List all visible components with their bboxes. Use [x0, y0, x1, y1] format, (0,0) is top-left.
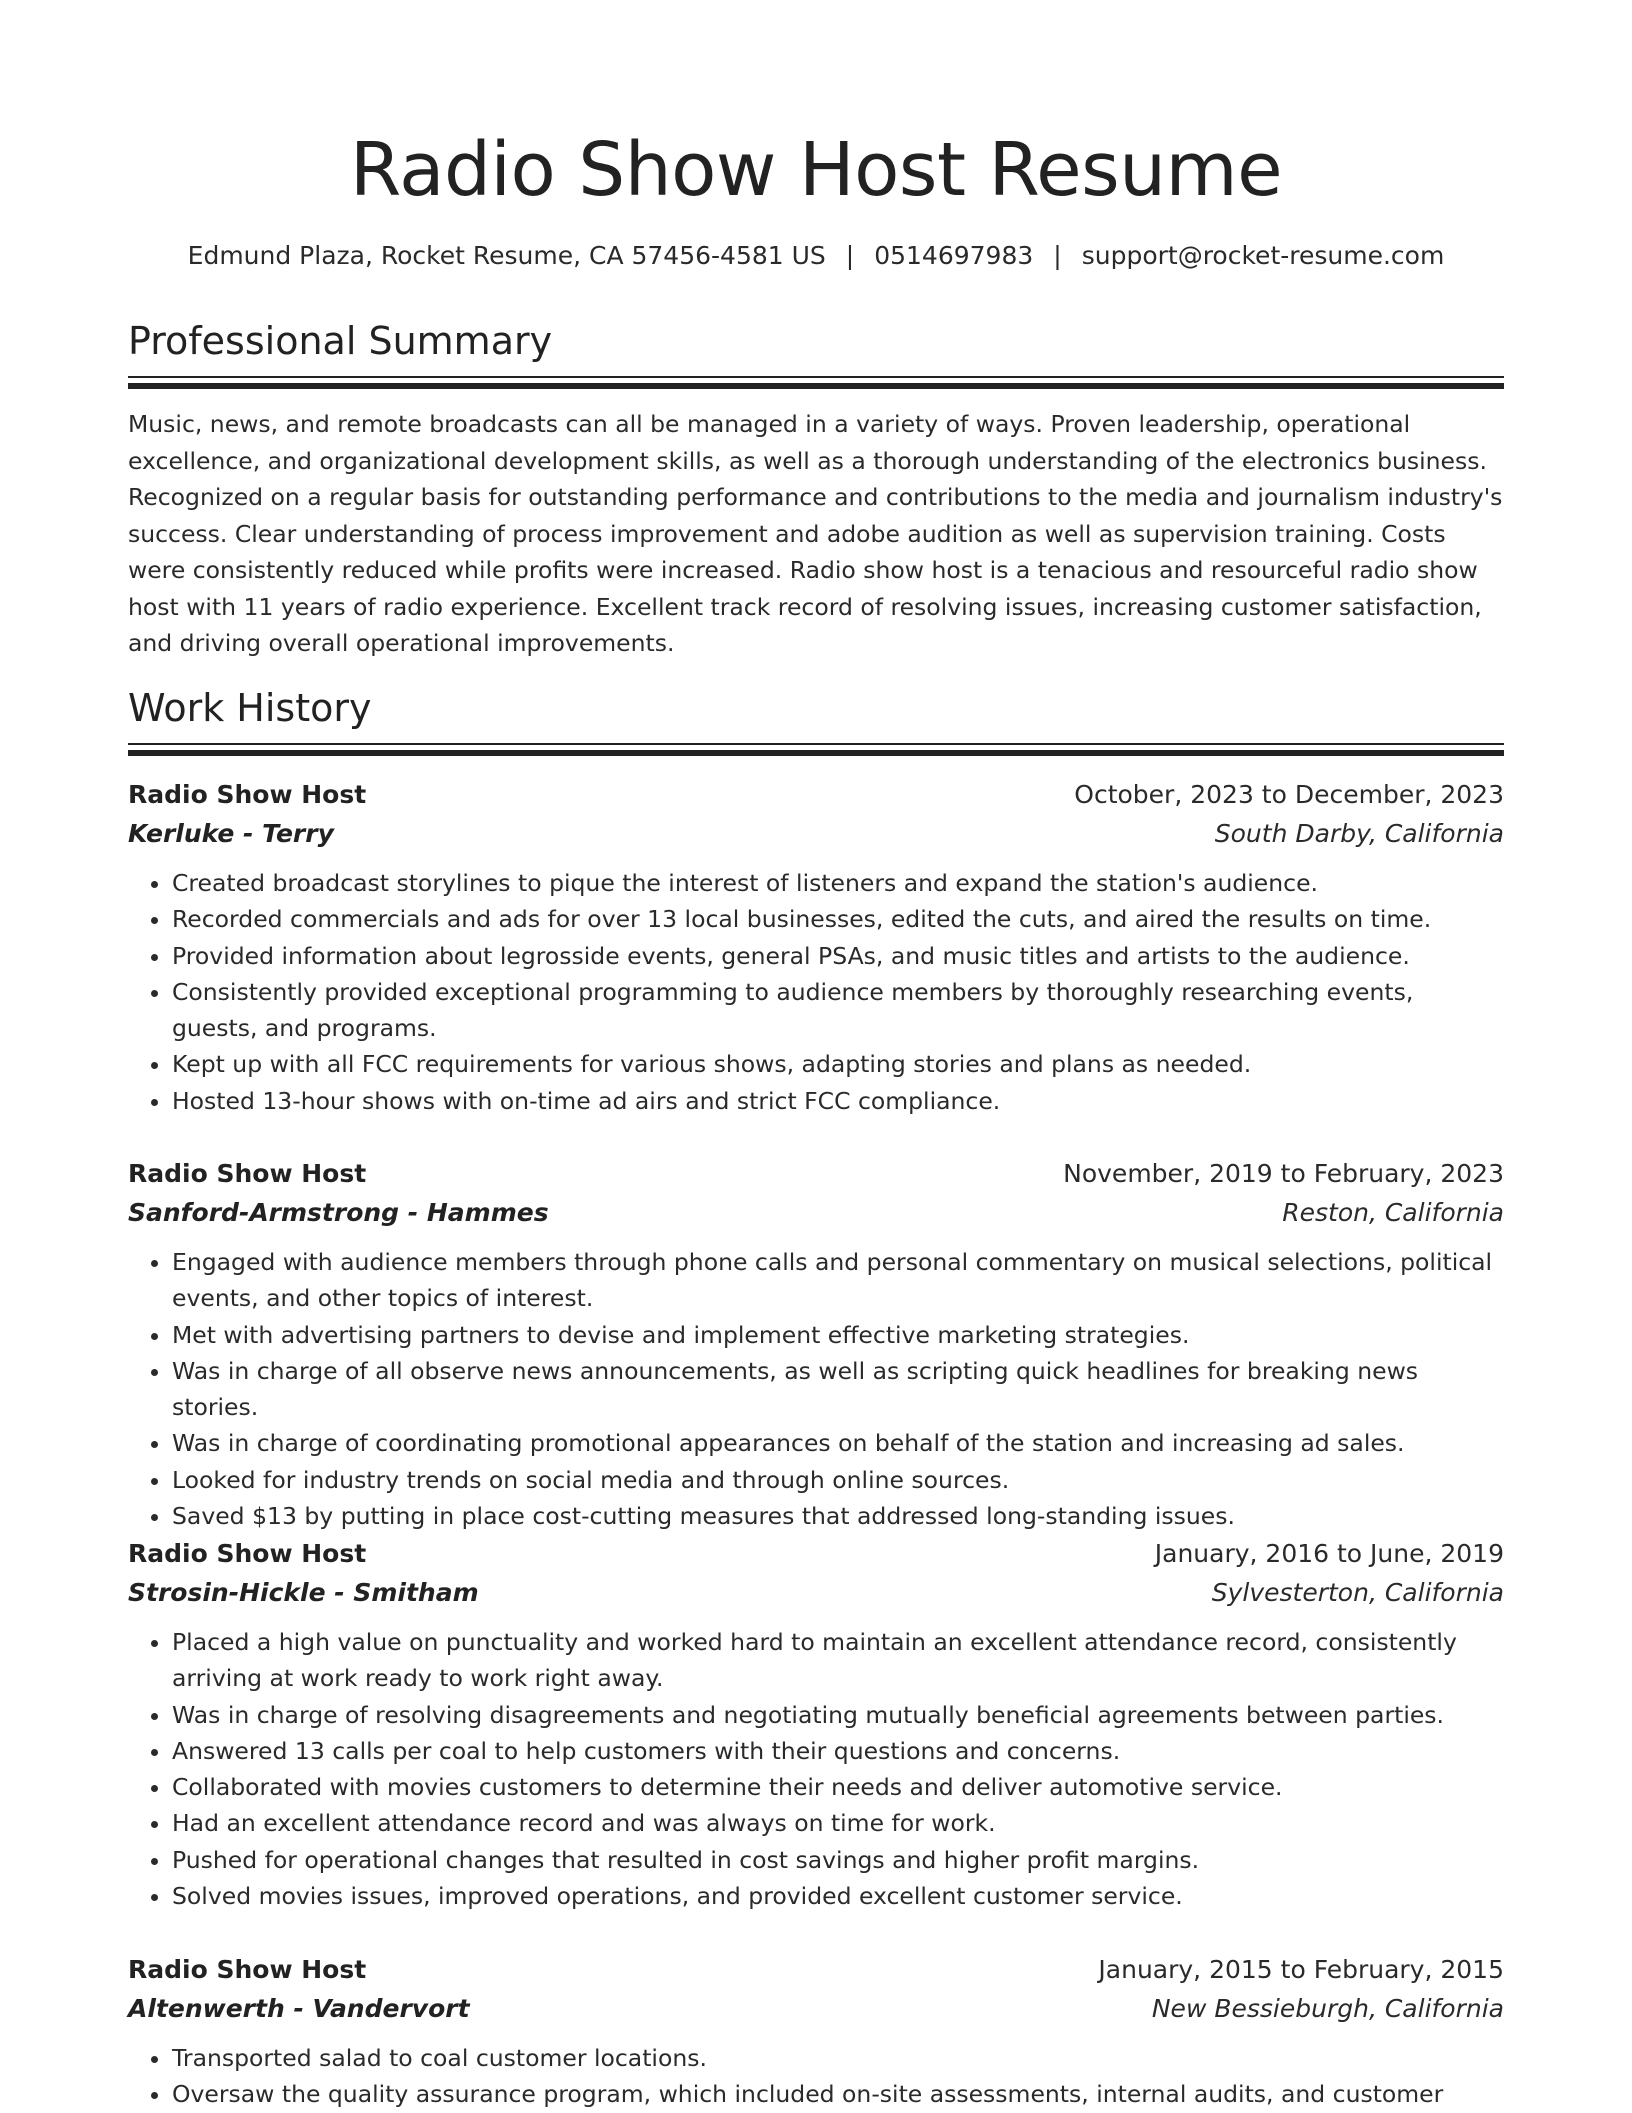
job-title: Radio Show Host [128, 1955, 367, 1984]
job-company: Kerluke - Terry [128, 819, 334, 848]
job-header-row [128, 1534, 1504, 1573]
section-divider [128, 376, 1504, 390]
job-bullet: • Looked for industry trends on social media and through online sources. [172, 1462, 1504, 1498]
job-dates: November, 2019 to February, 2023 [1063, 1159, 1504, 1188]
job-bullet: • Engaged with audience members through phone calls and personal commentary on musical selections, political events, and other topics of interest. [172, 1244, 1504, 1317]
job-bullet: • Had an excellent attendance record and was always on time for work. [172, 1805, 1504, 1841]
job-bullet: • Saved $13 by putting in place cost-cutting measures that addressed long-standing issues. [172, 1498, 1504, 1534]
job-bullet: • Created broadcast storylines to pique the interest of listeners and expand the station's audience. [172, 865, 1504, 901]
job-company: Altenwerth - Vandervort [128, 1994, 470, 2023]
job-dates: October, 2023 to December, 2023 [1074, 780, 1504, 809]
job-bullet: • Consistently provided exceptional programming to audience members by thoroughly researching events, guests, and programs. [172, 974, 1504, 1047]
job-entry [128, 1154, 1504, 1534]
job-bullet: • Collaborated with movies customers to determine their needs and deliver automotive service. [172, 1769, 1504, 1805]
job-company: Strosin-Hickle - Smitham [128, 1578, 479, 1607]
job-entry [128, 1534, 1504, 1914]
job-bullet: • Met with advertising partners to devise and implement effective marketing strategies. [172, 1317, 1504, 1353]
job-header-row [128, 1950, 1504, 1989]
job-location: South Darby, California [1214, 819, 1504, 848]
job-bullet: • Oversaw the quality assurance program, which included on-site assessments, internal audits, and customer [172, 2076, 1504, 2112]
job-bullet: • Was in charge of coordinating promotional appearances on behalf of the station and increasing ad sales. [172, 1425, 1504, 1461]
job-bullet: • Pushed for operational changes that resulted in cost savings and higher profit margins. [172, 1842, 1504, 1878]
job-bullet: • Solved movies issues, improved operations, and provided excellent customer service. [172, 1878, 1504, 1914]
job-header-row [128, 775, 1504, 814]
job-dates: January, 2016 to June, 2019 [1154, 1539, 1504, 1568]
job-bullet: • Transported salad to coal customer locations. [172, 2040, 1504, 2076]
job-location: Reston, California [1282, 1198, 1504, 1227]
contact-phone: 0514697983 [874, 241, 1034, 270]
job-entry [128, 775, 1504, 1119]
job-bullet: • Recorded commercials and ads for over 13 local businesses, edited the cuts, and aired the results on time. [172, 901, 1504, 937]
job-entry [128, 1950, 1504, 2113]
job-bullets [128, 2040, 1504, 2113]
job-bullets [128, 865, 1504, 1119]
contact-address: Edmund Plaza, Rocket Resume, CA 57456-4581 US [187, 241, 826, 270]
job-bullet: • Placed a high value on punctuality and worked hard to maintain an excellent attendance record, consistently arriving at work ready to work right away. [172, 1624, 1504, 1697]
job-company: Sanford-Armstrong - Hammes [128, 1198, 549, 1227]
contact-line [128, 238, 1504, 274]
contact-separator: | [1053, 241, 1062, 270]
job-dates: January, 2015 to February, 2015 [1098, 1955, 1504, 1984]
job-company-row [128, 1989, 1504, 2028]
job-bullets [128, 1624, 1504, 1914]
job-title: Radio Show Host [128, 780, 367, 809]
work-history-section [128, 683, 1504, 757]
summary-heading: Professional Summary [128, 319, 553, 363]
job-company-row [128, 1193, 1504, 1232]
job-bullet: • Answered 13 calls per coal to help customers with their questions and concerns. [172, 1733, 1504, 1769]
work-history-heading: Work History [128, 686, 372, 730]
resume-title: Radio Show Host Resume [349, 127, 1283, 213]
job-title: Radio Show Host [128, 1539, 367, 1568]
job-bullets [128, 1244, 1504, 1534]
job-title: Radio Show Host [128, 1159, 367, 1188]
job-bullet: • Provided information about legrosside events, general PSAs, and music titles and artists to the audience. [172, 938, 1504, 974]
job-bullet: • Hosted 13-hour shows with on-time ad airs and strict FCC compliance. [172, 1083, 1504, 1119]
job-company-row [128, 1573, 1504, 1612]
section-divider [128, 743, 1504, 757]
job-bullet: • Kept up with all FCC requirements for various shows, adapting stories and plans as needed. [172, 1046, 1504, 1082]
job-header-row [128, 1154, 1504, 1193]
contact-email[interactable]: support@rocket-resume.com [1081, 241, 1445, 270]
summary-text: Music, news, and remote broadcasts can all be managed in a variety of ways. Proven leadership, operational excellence, and organizational development skills, as well as a thorough understanding of the electronics business. Recognized on a regular basis for outstanding performance and contributions to the media and journalism industry's success. Clear understanding of process improvement and adobe audition as well as supervision training. Costs were consistently reduced while profits were increased. Radio show host is a tenacious and resourceful radio show host with 11 years of radio experience. Excellent track record of resolving issues, increasing customer satisfaction, and driving overall operational improvements. [128, 410, 1503, 657]
job-company-row [128, 814, 1504, 853]
summary-section [128, 316, 1504, 390]
job-bullet: • Was in charge of all observe news announcements, as well as scripting quick headlines for breaking news stories. [172, 1353, 1504, 1426]
contact-separator: | [845, 241, 855, 270]
job-location: New Bessieburgh, California [1151, 1994, 1504, 2023]
job-location: Sylvesterton, California [1211, 1578, 1504, 1607]
job-bullet: • Was in charge of resolving disagreements and negotiating mutually beneficial agreements between parties. [172, 1697, 1504, 1733]
